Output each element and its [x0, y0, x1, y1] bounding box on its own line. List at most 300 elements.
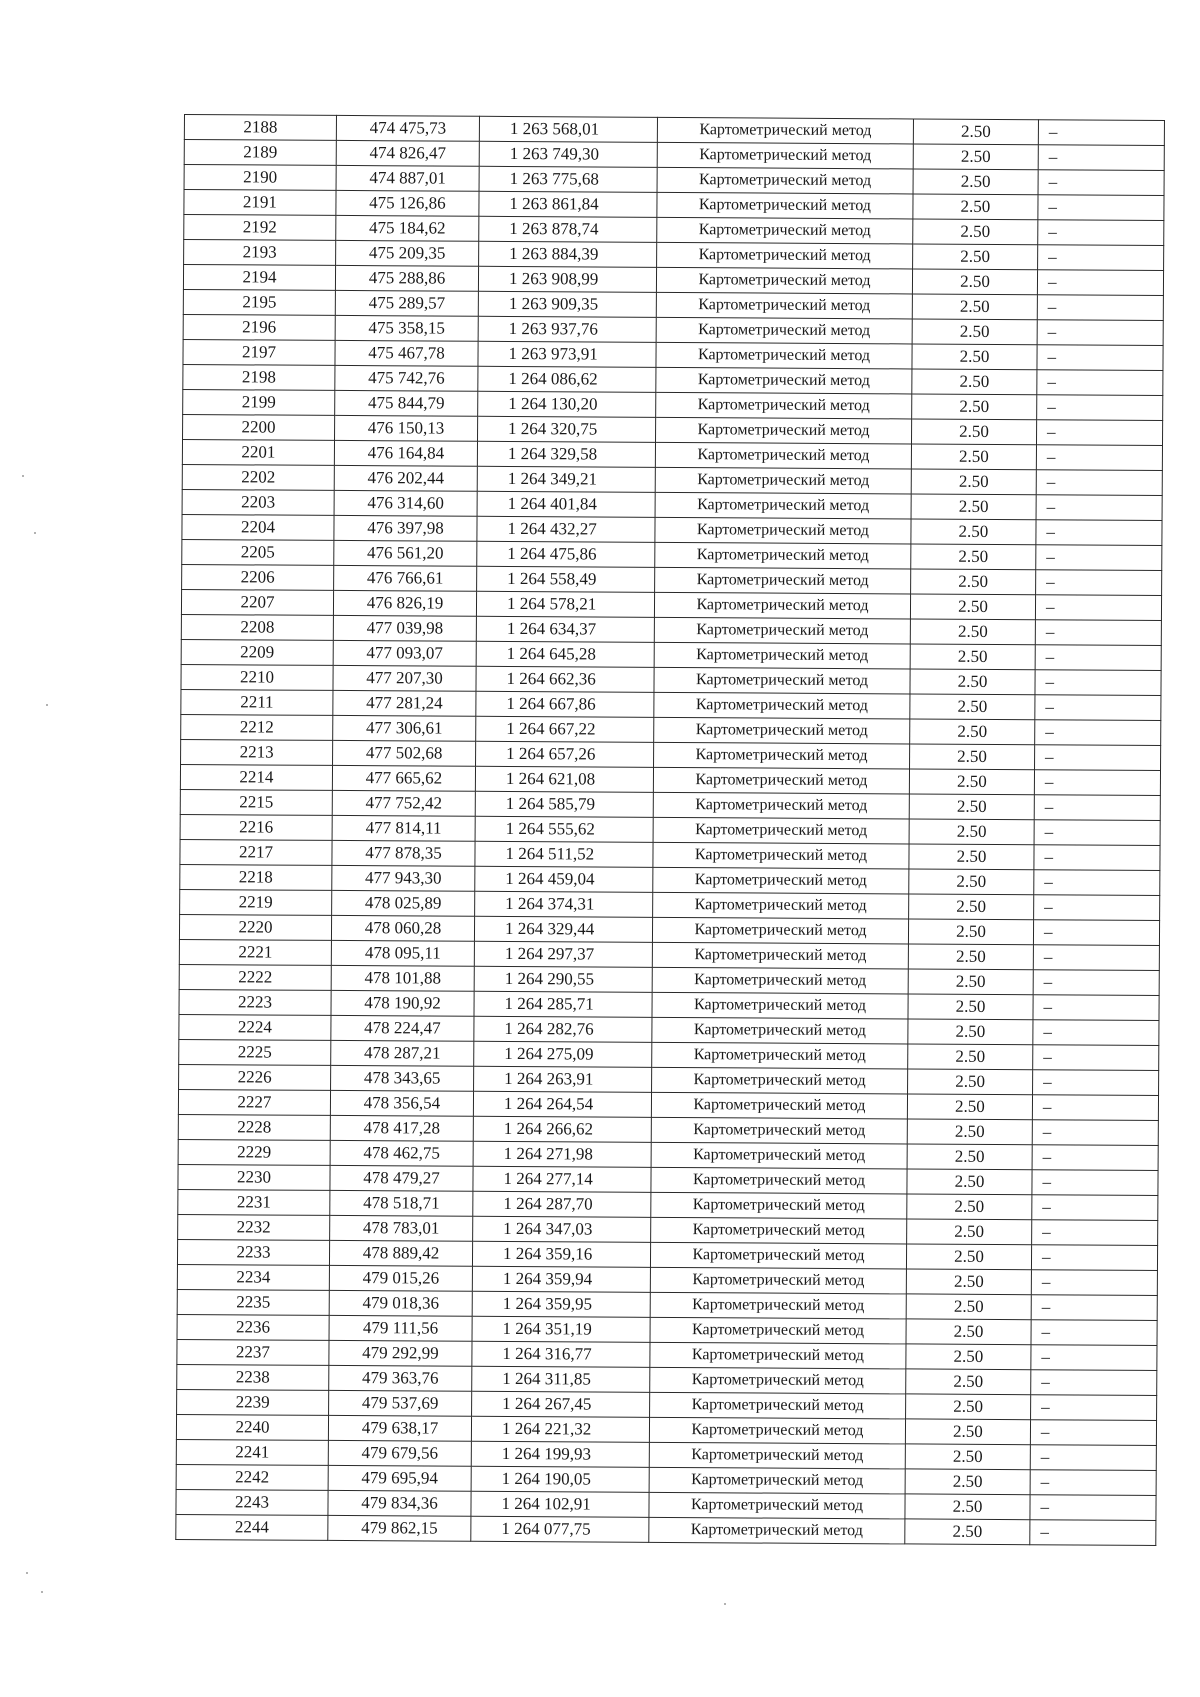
x-coordinate-cell: 478 025,89	[332, 890, 475, 916]
x-coordinate-cell: 478 095,11	[331, 940, 474, 966]
description-cell: –	[1031, 1395, 1157, 1421]
method-cell: Картометрический метод	[654, 617, 910, 644]
method-cell: Картометрический метод	[652, 1067, 908, 1094]
y-coordinate-cell: 1 264 359,16	[472, 1241, 650, 1267]
description-cell: –	[1037, 345, 1163, 371]
method-cell: Картометрический метод	[655, 517, 911, 544]
point-number-cell: 2195	[183, 289, 335, 315]
point-number-cell: 2231	[178, 1189, 330, 1215]
y-coordinate-cell: 1 264 285,71	[474, 991, 652, 1017]
description-cell: –	[1037, 270, 1163, 296]
method-cell: Картометрический метод	[657, 167, 913, 194]
y-coordinate-cell: 1 264 264,54	[473, 1091, 651, 1117]
method-cell: Картометрический метод	[657, 217, 913, 244]
y-coordinate-cell: 1 263 861,84	[479, 191, 657, 217]
description-cell: –	[1036, 570, 1162, 596]
description-cell: –	[1037, 320, 1163, 346]
precision-cell: 2.50	[910, 719, 1035, 745]
precision-cell: 2.50	[910, 594, 1035, 620]
point-number-cell: 2222	[179, 964, 331, 990]
method-cell: Картометрический метод	[654, 667, 910, 694]
precision-cell: 2.50	[909, 844, 1034, 870]
method-cell: Картометрический метод	[651, 1192, 907, 1219]
precision-cell: 2.50	[905, 1419, 1030, 1445]
x-coordinate-cell: 474 475,73	[336, 115, 479, 141]
precision-cell: 2.50	[913, 119, 1038, 145]
precision-cell: 2.50	[908, 1069, 1033, 1095]
scan-speck	[26, 1572, 28, 1574]
method-cell: Картометрический метод	[650, 1392, 906, 1419]
method-cell: Картометрический метод	[652, 942, 908, 969]
x-coordinate-cell: 474 887,01	[336, 165, 479, 191]
description-cell: –	[1034, 870, 1160, 896]
description-cell: –	[1034, 820, 1160, 846]
point-number-cell: 2205	[182, 539, 334, 565]
method-cell: Картометрический метод	[652, 1017, 908, 1044]
y-coordinate-cell: 1 264 329,44	[474, 916, 652, 942]
precision-cell: 2.50	[913, 144, 1038, 170]
y-coordinate-cell: 1 264 086,62	[478, 366, 656, 392]
method-cell: Картометрический метод	[652, 967, 908, 994]
description-cell: –	[1038, 145, 1164, 171]
x-coordinate-cell: 476 561,20	[334, 540, 477, 566]
point-number-cell: 2232	[178, 1214, 330, 1240]
x-coordinate-cell: 479 834,36	[328, 1490, 471, 1516]
precision-cell: 2.50	[913, 194, 1038, 220]
description-cell: –	[1036, 445, 1162, 471]
x-coordinate-cell: 474 826,47	[336, 140, 479, 166]
description-cell: –	[1038, 170, 1164, 196]
x-coordinate-cell: 478 783,01	[330, 1215, 473, 1241]
description-cell: –	[1036, 520, 1162, 546]
y-coordinate-cell: 1 264 275,09	[474, 1041, 652, 1067]
description-cell: –	[1030, 1420, 1156, 1446]
x-coordinate-cell: 478 060,28	[331, 915, 474, 941]
y-coordinate-cell: 1 264 667,22	[476, 716, 654, 742]
method-cell: Картометрический метод	[651, 1092, 907, 1119]
description-cell: –	[1031, 1245, 1157, 1271]
scan-speck	[34, 532, 36, 534]
description-cell: –	[1033, 995, 1159, 1021]
method-cell: Картометрический метод	[654, 717, 910, 744]
precision-cell: 2.50	[911, 519, 1036, 545]
point-number-cell: 2211	[181, 689, 333, 715]
x-coordinate-cell: 475 358,15	[335, 315, 478, 341]
method-cell: Картометрический метод	[656, 292, 912, 319]
x-coordinate-cell: 477 093,07	[333, 640, 476, 666]
method-cell: Картометрический метод	[651, 1117, 907, 1144]
description-cell: –	[1038, 220, 1164, 246]
method-cell: Картометрический метод	[650, 1267, 906, 1294]
x-coordinate-cell: 478 518,71	[330, 1190, 473, 1216]
y-coordinate-cell: 1 263 973,91	[478, 341, 656, 367]
y-coordinate-cell: 1 264 374,31	[475, 891, 653, 917]
method-cell: Картометрический метод	[657, 142, 913, 169]
precision-cell: 2.50	[910, 669, 1035, 695]
x-coordinate-cell: 475 742,76	[335, 365, 478, 391]
y-coordinate-cell: 1 263 878,74	[479, 216, 657, 242]
y-coordinate-cell: 1 263 884,39	[479, 241, 657, 267]
point-number-cell: 2233	[177, 1239, 329, 1265]
x-coordinate-cell: 477 878,35	[332, 840, 475, 866]
x-coordinate-cell: 479 695,94	[328, 1465, 471, 1491]
precision-cell: 2.50	[905, 1494, 1030, 1520]
description-cell: –	[1037, 295, 1163, 321]
point-number-cell: 2199	[183, 389, 335, 415]
point-number-cell: 2198	[183, 364, 335, 390]
description-cell: –	[1035, 745, 1161, 771]
point-number-cell: 2221	[179, 939, 331, 965]
point-number-cell: 2210	[181, 664, 333, 690]
precision-cell: 2.50	[907, 1194, 1032, 1220]
y-coordinate-cell: 1 264 349,21	[477, 466, 655, 492]
description-cell: –	[1033, 1020, 1159, 1046]
precision-cell: 2.50	[911, 444, 1036, 470]
point-number-cell: 2242	[176, 1464, 328, 1490]
point-number-cell: 2227	[178, 1089, 330, 1115]
x-coordinate-cell: 476 314,60	[334, 490, 477, 516]
method-cell: Картометрический метод	[656, 267, 912, 294]
x-coordinate-cell: 476 826,19	[333, 590, 476, 616]
x-coordinate-cell: 477 943,30	[332, 865, 475, 891]
scan-speck	[41, 1591, 43, 1593]
y-coordinate-cell: 1 264 558,49	[477, 566, 655, 592]
precision-cell: 2.50	[906, 1369, 1031, 1395]
method-cell: Картометрический метод	[656, 417, 912, 444]
precision-cell: 2.50	[908, 994, 1033, 1020]
x-coordinate-cell: 478 343,65	[331, 1065, 474, 1091]
method-cell: Картометрический метод	[651, 1142, 907, 1169]
precision-cell: 2.50	[907, 1219, 1032, 1245]
y-coordinate-cell: 1 264 657,26	[476, 741, 654, 767]
description-cell: –	[1035, 695, 1161, 721]
x-coordinate-cell: 478 287,21	[331, 1040, 474, 1066]
description-cell: –	[1033, 945, 1159, 971]
y-coordinate-cell: 1 264 359,94	[472, 1266, 650, 1292]
method-cell: Картометрический метод	[653, 817, 909, 844]
precision-cell: 2.50	[909, 869, 1034, 895]
table-body	[176, 115, 1165, 1546]
x-coordinate-cell: 478 356,54	[330, 1090, 473, 1116]
x-coordinate-cell: 478 417,28	[330, 1115, 473, 1141]
description-cell: –	[1038, 195, 1164, 221]
y-coordinate-cell: 1 264 316,77	[472, 1341, 650, 1367]
point-number-cell: 2213	[181, 739, 333, 765]
x-coordinate-cell: 478 101,88	[331, 965, 474, 991]
y-coordinate-cell: 1 263 775,68	[479, 166, 657, 192]
y-coordinate-cell: 1 264 459,04	[475, 866, 653, 892]
x-coordinate-cell: 475 126,86	[336, 190, 479, 216]
y-coordinate-cell: 1 264 102,91	[471, 1491, 649, 1517]
precision-cell: 2.50	[910, 644, 1035, 670]
description-cell: –	[1033, 1070, 1159, 1096]
method-cell: Картометрический метод	[650, 1342, 906, 1369]
x-coordinate-cell: 475 184,62	[336, 215, 479, 241]
x-coordinate-cell: 477 814,11	[332, 815, 475, 841]
precision-cell: 2.50	[911, 469, 1036, 495]
method-cell: Картометрический метод	[649, 1417, 905, 1444]
description-cell: –	[1030, 1445, 1156, 1471]
x-coordinate-cell: 476 766,61	[334, 565, 477, 591]
description-cell: –	[1032, 1170, 1158, 1196]
method-cell: Картометрический метод	[651, 1167, 907, 1194]
x-coordinate-cell: 478 224,47	[331, 1015, 474, 1041]
method-cell: Картометрический метод	[652, 992, 908, 1019]
y-coordinate-cell: 1 264 667,86	[476, 691, 654, 717]
point-number-cell: 2197	[183, 339, 335, 365]
method-cell: Картометрический метод	[656, 317, 912, 344]
point-number-cell: 2241	[176, 1439, 328, 1465]
point-number-cell: 2188	[184, 115, 336, 141]
point-number-cell: 2203	[182, 489, 334, 515]
coordinates-table	[175, 114, 1165, 1546]
precision-cell: 2.50	[906, 1244, 1031, 1270]
point-number-cell: 2237	[177, 1339, 329, 1365]
description-cell: –	[1032, 1120, 1158, 1146]
precision-cell: 2.50	[907, 1144, 1032, 1170]
x-coordinate-cell: 479 537,69	[329, 1390, 472, 1416]
y-coordinate-cell: 1 264 271,98	[473, 1141, 651, 1167]
precision-cell: 2.50	[907, 1169, 1032, 1195]
y-coordinate-cell: 1 264 351,19	[472, 1316, 650, 1342]
precision-cell: 2.50	[912, 369, 1037, 395]
point-number-cell: 2191	[184, 190, 336, 216]
point-number-cell: 2229	[178, 1139, 330, 1165]
y-coordinate-cell: 1 263 568,01	[479, 116, 657, 142]
description-cell: –	[1034, 845, 1160, 871]
y-coordinate-cell: 1 264 282,76	[474, 1016, 652, 1042]
description-cell: –	[1035, 645, 1161, 671]
description-cell: –	[1033, 1045, 1159, 1071]
method-cell: Картометрический метод	[654, 642, 910, 669]
description-cell: –	[1035, 720, 1161, 746]
scan-speck	[724, 1603, 726, 1605]
y-coordinate-cell: 1 264 290,55	[474, 966, 652, 992]
method-cell: Картометрический метод	[656, 392, 912, 419]
method-cell: Картометрический метод	[657, 192, 913, 219]
method-cell: Картометрический метод	[652, 917, 908, 944]
precision-cell: 2.50	[912, 394, 1037, 420]
x-coordinate-cell: 479 015,26	[329, 1265, 472, 1291]
point-number-cell: 2243	[176, 1489, 328, 1515]
y-coordinate-cell: 1 263 749,30	[479, 141, 657, 167]
y-coordinate-cell: 1 264 221,32	[471, 1416, 649, 1442]
y-coordinate-cell: 1 263 908,99	[478, 266, 656, 292]
y-coordinate-cell: 1 264 432,27	[477, 516, 655, 542]
point-number-cell: 2201	[182, 439, 334, 465]
x-coordinate-cell: 478 479,27	[330, 1165, 473, 1191]
x-coordinate-cell: 479 018,36	[329, 1290, 472, 1316]
x-coordinate-cell: 479 111,56	[329, 1315, 472, 1341]
point-number-cell: 2216	[180, 814, 332, 840]
x-coordinate-cell: 478 190,92	[331, 990, 474, 1016]
point-number-cell: 2190	[184, 165, 336, 191]
precision-cell: 2.50	[911, 494, 1036, 520]
y-coordinate-cell: 1 264 347,03	[473, 1216, 651, 1242]
method-cell: Картометрический метод	[649, 1517, 905, 1544]
x-coordinate-cell: 479 363,76	[329, 1365, 472, 1391]
precision-cell: 2.50	[907, 1094, 1032, 1120]
description-cell: –	[1036, 545, 1162, 571]
description-cell: –	[1033, 920, 1159, 946]
method-cell: Картометрический метод	[654, 692, 910, 719]
precision-cell: 2.50	[910, 619, 1035, 645]
y-coordinate-cell: 1 264 297,37	[474, 941, 652, 967]
x-coordinate-cell: 478 462,75	[330, 1140, 473, 1166]
point-number-cell: 2226	[179, 1064, 331, 1090]
scan-speck	[46, 704, 48, 706]
precision-cell: 2.50	[912, 269, 1037, 295]
y-coordinate-cell: 1 264 621,08	[475, 766, 653, 792]
precision-cell: 2.50	[905, 1444, 1030, 1470]
x-coordinate-cell: 475 289,57	[335, 290, 478, 316]
x-coordinate-cell: 476 397,98	[334, 515, 477, 541]
y-coordinate-cell: 1 264 287,70	[473, 1191, 651, 1217]
method-cell: Картометрический метод	[655, 442, 911, 469]
point-number-cell: 2217	[180, 839, 332, 865]
precision-cell: 2.50	[912, 344, 1037, 370]
y-coordinate-cell: 1 264 475,86	[477, 541, 655, 567]
y-coordinate-cell: 1 263 937,76	[478, 316, 656, 342]
y-coordinate-cell: 1 264 511,52	[475, 841, 653, 867]
y-coordinate-cell: 1 264 320,75	[478, 416, 656, 442]
y-coordinate-cell: 1 264 578,21	[476, 591, 654, 617]
y-coordinate-cell: 1 264 634,37	[476, 616, 654, 642]
point-number-cell: 2223	[179, 989, 331, 1015]
precision-cell: 2.50	[912, 294, 1037, 320]
precision-cell: 2.50	[905, 1469, 1030, 1495]
point-number-cell: 2225	[179, 1039, 331, 1065]
point-number-cell: 2218	[180, 864, 332, 890]
precision-cell: 2.50	[913, 219, 1038, 245]
method-cell: Картометрический метод	[653, 792, 909, 819]
description-cell: –	[1035, 595, 1161, 621]
method-cell: Картометрический метод	[655, 567, 911, 594]
x-coordinate-cell: 477 752,42	[332, 790, 475, 816]
description-cell: –	[1034, 895, 1160, 921]
x-coordinate-cell: 479 638,17	[328, 1415, 471, 1441]
point-number-cell: 2192	[184, 215, 336, 241]
x-coordinate-cell: 475 467,78	[335, 340, 478, 366]
precision-cell: 2.50	[913, 244, 1038, 270]
method-cell: Картометрический метод	[649, 1467, 905, 1494]
scan-speck	[22, 475, 24, 477]
precision-cell: 2.50	[912, 319, 1037, 345]
point-number-cell: 2212	[181, 714, 333, 740]
method-cell: Картометрический метод	[650, 1317, 906, 1344]
precision-cell: 2.50	[913, 169, 1038, 195]
point-number-cell: 2219	[180, 889, 332, 915]
x-coordinate-cell: 478 889,42	[329, 1240, 472, 1266]
x-coordinate-cell: 475 288,86	[335, 265, 478, 291]
precision-cell: 2.50	[909, 769, 1034, 795]
x-coordinate-cell: 477 281,24	[333, 690, 476, 716]
description-cell: –	[1036, 495, 1162, 521]
method-cell: Картометрический метод	[657, 242, 913, 269]
description-cell: –	[1031, 1320, 1157, 1346]
point-number-cell: 2204	[182, 514, 334, 540]
y-coordinate-cell: 1 264 585,79	[475, 791, 653, 817]
method-cell: Картометрический метод	[653, 767, 909, 794]
point-number-cell: 2209	[181, 639, 333, 665]
point-number-cell: 2202	[182, 464, 334, 490]
description-cell: –	[1037, 370, 1163, 396]
description-cell: –	[1030, 1520, 1156, 1546]
y-coordinate-cell: 1 264 311,85	[472, 1366, 650, 1392]
point-number-cell: 2208	[181, 614, 333, 640]
point-number-cell: 2220	[179, 914, 331, 940]
x-coordinate-cell: 477 665,62	[332, 765, 475, 791]
precision-cell: 2.50	[909, 819, 1034, 845]
point-number-cell: 2228	[178, 1114, 330, 1140]
y-coordinate-cell: 1 264 190,05	[471, 1466, 649, 1492]
description-cell: –	[1030, 1470, 1156, 1496]
precision-cell: 2.50	[911, 544, 1036, 570]
y-coordinate-cell: 1 264 401,84	[477, 491, 655, 517]
point-number-cell: 2193	[184, 240, 336, 266]
description-cell: –	[1032, 1220, 1158, 1246]
point-number-cell: 2200	[183, 414, 335, 440]
description-cell: –	[1038, 245, 1164, 271]
x-coordinate-cell: 479 292,99	[329, 1340, 472, 1366]
point-number-cell: 2240	[176, 1414, 328, 1440]
method-cell: Картометрический метод	[650, 1292, 906, 1319]
point-number-cell: 2206	[182, 564, 334, 590]
precision-cell: 2.50	[906, 1394, 1031, 1420]
y-coordinate-cell: 1 264 645,28	[476, 641, 654, 667]
x-coordinate-cell: 479 862,15	[328, 1515, 471, 1541]
description-cell: –	[1036, 420, 1162, 446]
method-cell: Картометрический метод	[649, 1442, 905, 1469]
y-coordinate-cell: 1 264 555,62	[475, 816, 653, 842]
description-cell: –	[1032, 1145, 1158, 1171]
y-coordinate-cell: 1 264 266,62	[473, 1116, 651, 1142]
table-row	[176, 1514, 1156, 1545]
y-coordinate-cell: 1 264 077,75	[471, 1516, 649, 1542]
precision-cell: 2.50	[911, 569, 1036, 595]
y-coordinate-cell: 1 264 359,95	[472, 1291, 650, 1317]
precision-cell: 2.50	[906, 1269, 1031, 1295]
description-cell: –	[1031, 1370, 1157, 1396]
description-cell: –	[1038, 120, 1164, 146]
method-cell: Картометрический метод	[657, 117, 913, 144]
precision-cell: 2.50	[908, 944, 1033, 970]
precision-cell: 2.50	[907, 1119, 1032, 1145]
point-number-cell: 2244	[176, 1514, 328, 1540]
x-coordinate-cell: 477 039,98	[333, 615, 476, 641]
point-number-cell: 2194	[183, 265, 335, 291]
precision-cell: 2.50	[906, 1319, 1031, 1345]
precision-cell: 2.50	[910, 694, 1035, 720]
description-cell: –	[1032, 1095, 1158, 1121]
point-number-cell: 2235	[177, 1289, 329, 1315]
y-coordinate-cell: 1 264 329,58	[477, 441, 655, 467]
description-cell: –	[1035, 670, 1161, 696]
precision-cell: 2.50	[906, 1294, 1031, 1320]
x-coordinate-cell: 475 209,35	[336, 240, 479, 266]
x-coordinate-cell: 476 202,44	[334, 465, 477, 491]
x-coordinate-cell: 475 844,79	[335, 390, 478, 416]
precision-cell: 2.50	[911, 419, 1036, 445]
precision-cell: 2.50	[908, 919, 1033, 945]
method-cell: Картометрический метод	[650, 1367, 906, 1394]
x-coordinate-cell: 479 679,56	[328, 1440, 471, 1466]
description-cell: –	[1031, 1295, 1157, 1321]
method-cell: Картометрический метод	[651, 1217, 907, 1244]
precision-cell: 2.50	[906, 1344, 1031, 1370]
precision-cell: 2.50	[905, 1519, 1030, 1545]
y-coordinate-cell: 1 264 662,36	[476, 666, 654, 692]
